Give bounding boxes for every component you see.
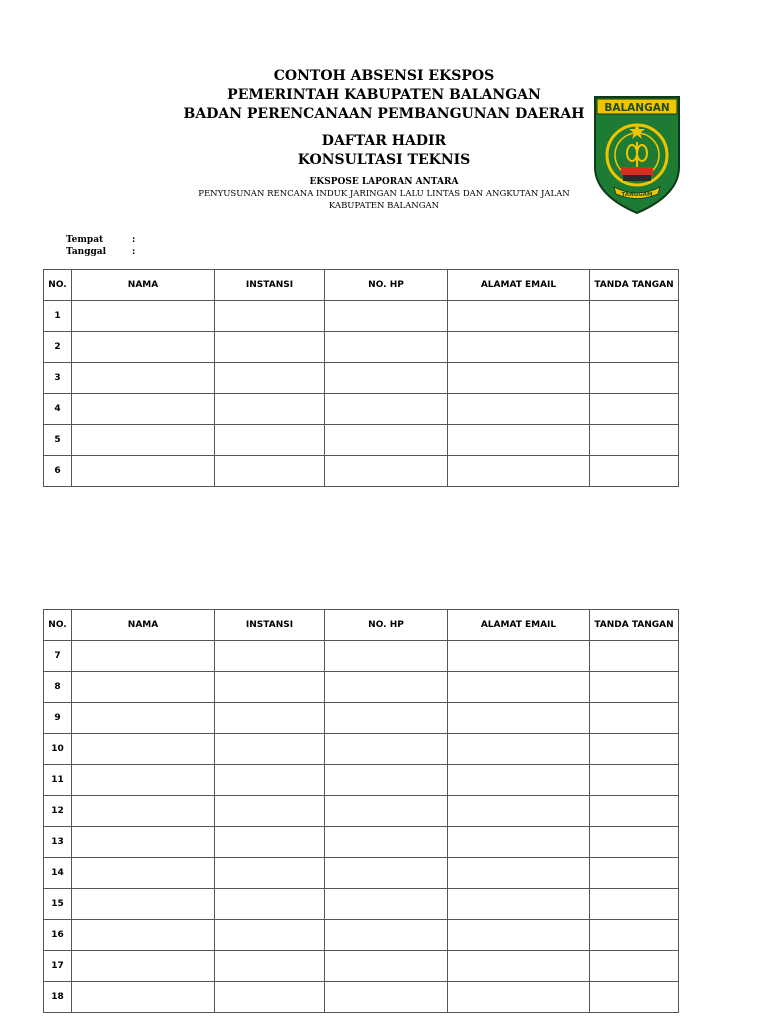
no-hp-cell bbox=[325, 641, 448, 672]
instansi-cell bbox=[215, 920, 325, 951]
nama-cell bbox=[72, 703, 215, 734]
col-header-tanda-tangan: TANDA TANGAN bbox=[590, 270, 679, 301]
instansi-cell bbox=[215, 363, 325, 394]
nama-cell bbox=[72, 920, 215, 951]
nama-cell bbox=[72, 858, 215, 889]
tanda-tangan-cell bbox=[590, 363, 679, 394]
no-hp-cell bbox=[325, 394, 448, 425]
alamat-email-cell bbox=[448, 641, 590, 672]
tanda-tangan-cell bbox=[590, 301, 679, 332]
project-location: KABUPATEN BALANGAN bbox=[328, 201, 440, 211]
no-hp-cell bbox=[325, 858, 448, 889]
alamat-email-cell bbox=[448, 982, 590, 1013]
alamat-email-cell bbox=[448, 765, 590, 796]
alamat-email-cell bbox=[448, 920, 590, 951]
no-hp-cell bbox=[325, 332, 448, 363]
no-hp-cell bbox=[325, 363, 448, 394]
nama-cell bbox=[72, 734, 215, 765]
row-number: 14 bbox=[44, 858, 72, 889]
table-row bbox=[44, 425, 679, 456]
instansi-cell bbox=[215, 889, 325, 920]
col-header-alamat-email: ALAMAT EMAIL bbox=[448, 610, 590, 641]
row-number: 6 bbox=[44, 456, 72, 487]
nama-cell bbox=[72, 394, 215, 425]
event-subtitle: EKSPOSE LAPORAN ANTARA bbox=[309, 177, 459, 187]
logo-bottom-text: TANGGAM bbox=[621, 192, 653, 198]
tanggal-label: Tanggal bbox=[66, 247, 107, 257]
alamat-email-cell bbox=[448, 858, 590, 889]
row-number: 5 bbox=[44, 425, 72, 456]
instansi-cell bbox=[215, 394, 325, 425]
table-row bbox=[44, 394, 679, 425]
table-row bbox=[44, 982, 679, 1013]
table-header-row bbox=[44, 270, 679, 301]
instansi-cell bbox=[215, 425, 325, 456]
tanda-tangan-cell bbox=[590, 641, 679, 672]
alamat-email-cell bbox=[448, 796, 590, 827]
nama-cell bbox=[72, 796, 215, 827]
no-hp-cell bbox=[325, 734, 448, 765]
instansi-cell bbox=[215, 672, 325, 703]
col-header-instansi: INSTANSI bbox=[215, 610, 325, 641]
nama-cell bbox=[72, 425, 215, 456]
table-row bbox=[44, 734, 679, 765]
balangan-emblem-icon bbox=[592, 95, 682, 215]
tanda-tangan-cell bbox=[590, 394, 679, 425]
instansi-cell bbox=[215, 827, 325, 858]
nama-cell bbox=[72, 672, 215, 703]
tanggal-value: : bbox=[132, 247, 136, 257]
table-row bbox=[44, 951, 679, 982]
row-number: 9 bbox=[44, 703, 72, 734]
nama-cell bbox=[72, 827, 215, 858]
row-number: 4 bbox=[44, 394, 72, 425]
alamat-email-cell bbox=[448, 363, 590, 394]
nama-cell bbox=[72, 765, 215, 796]
instansi-cell bbox=[215, 734, 325, 765]
table-header-row bbox=[44, 610, 679, 641]
instansi-cell bbox=[215, 765, 325, 796]
nama-cell bbox=[72, 951, 215, 982]
attendance-table-1 bbox=[43, 269, 679, 487]
table-row bbox=[44, 363, 679, 394]
tanda-tangan-cell bbox=[590, 796, 679, 827]
attendance-table-2 bbox=[43, 609, 679, 1013]
table-row bbox=[44, 332, 679, 363]
col-header-nama: NAMA bbox=[72, 610, 215, 641]
col-header-alamat-email: ALAMAT EMAIL bbox=[448, 270, 590, 301]
table-row bbox=[44, 827, 679, 858]
row-number: 16 bbox=[44, 920, 72, 951]
no-hp-cell bbox=[325, 827, 448, 858]
no-hp-cell bbox=[325, 889, 448, 920]
tempat-value: : bbox=[132, 235, 136, 245]
nama-cell bbox=[72, 332, 215, 363]
col-header-no: NO. bbox=[44, 270, 72, 301]
tanda-tangan-cell bbox=[590, 672, 679, 703]
col-header-no-hp: NO. HP bbox=[325, 270, 448, 301]
tanda-tangan-cell bbox=[590, 703, 679, 734]
instansi-cell bbox=[215, 332, 325, 363]
no-hp-cell bbox=[325, 456, 448, 487]
table-row bbox=[44, 641, 679, 672]
table-row bbox=[44, 703, 679, 734]
instansi-cell bbox=[215, 456, 325, 487]
alamat-email-cell bbox=[448, 672, 590, 703]
logo-top-text: BALANGAN bbox=[604, 102, 670, 114]
alamat-email-cell bbox=[448, 827, 590, 858]
tanda-tangan-cell bbox=[590, 332, 679, 363]
row-number: 18 bbox=[44, 982, 72, 1013]
row-number: 11 bbox=[44, 765, 72, 796]
instansi-cell bbox=[215, 301, 325, 332]
instansi-cell bbox=[215, 858, 325, 889]
project-title: PENYUSUNAN RENCANA INDUK JARINGAN LALU LINTAS DAN ANGKUTAN JALAN bbox=[198, 189, 570, 199]
tanda-tangan-cell bbox=[590, 765, 679, 796]
tanda-tangan-cell bbox=[590, 920, 679, 951]
instansi-cell bbox=[215, 951, 325, 982]
row-number: 13 bbox=[44, 827, 72, 858]
table-row bbox=[44, 920, 679, 951]
row-number: 12 bbox=[44, 796, 72, 827]
instansi-cell bbox=[215, 641, 325, 672]
col-header-nama: NAMA bbox=[72, 270, 215, 301]
tanda-tangan-cell bbox=[590, 889, 679, 920]
nama-cell bbox=[72, 363, 215, 394]
table-row bbox=[44, 765, 679, 796]
instansi-cell bbox=[215, 982, 325, 1013]
no-hp-cell bbox=[325, 425, 448, 456]
table-row bbox=[44, 672, 679, 703]
tempat-label: Tempat bbox=[66, 235, 104, 245]
government-name: PEMERINTAH KABUPATEN BALANGAN bbox=[227, 87, 541, 103]
tanda-tangan-cell bbox=[590, 425, 679, 456]
row-number: 7 bbox=[44, 641, 72, 672]
instansi-cell bbox=[215, 796, 325, 827]
event-title: KONSULTASI TEKNIS bbox=[297, 152, 471, 168]
no-hp-cell bbox=[325, 703, 448, 734]
alamat-email-cell bbox=[448, 425, 590, 456]
document-header bbox=[150, 67, 618, 212]
agency-name: BADAN PERENCANAAN PEMBANGUNAN DAERAH bbox=[183, 106, 585, 122]
col-header-no: NO. bbox=[44, 610, 72, 641]
col-header-no-hp: NO. HP bbox=[325, 610, 448, 641]
nama-cell bbox=[72, 889, 215, 920]
row-number: 17 bbox=[44, 951, 72, 982]
alamat-email-cell bbox=[448, 394, 590, 425]
tanda-tangan-cell bbox=[590, 951, 679, 982]
nama-cell bbox=[72, 641, 215, 672]
table-row bbox=[44, 858, 679, 889]
tanda-tangan-cell bbox=[590, 827, 679, 858]
no-hp-cell bbox=[325, 765, 448, 796]
event-meta bbox=[66, 234, 135, 258]
alamat-email-cell bbox=[448, 951, 590, 982]
alamat-email-cell bbox=[448, 332, 590, 363]
instansi-cell bbox=[215, 703, 325, 734]
alamat-email-cell bbox=[448, 301, 590, 332]
tanda-tangan-cell bbox=[590, 734, 679, 765]
no-hp-cell bbox=[325, 301, 448, 332]
row-number: 1 bbox=[44, 301, 72, 332]
row-number: 15 bbox=[44, 889, 72, 920]
no-hp-cell bbox=[325, 951, 448, 982]
col-header-instansi: INSTANSI bbox=[215, 270, 325, 301]
alamat-email-cell bbox=[448, 734, 590, 765]
no-hp-cell bbox=[325, 982, 448, 1013]
row-number: 2 bbox=[44, 332, 72, 363]
nama-cell bbox=[72, 982, 215, 1013]
table-row bbox=[44, 456, 679, 487]
tanda-tangan-cell bbox=[590, 982, 679, 1013]
no-hp-cell bbox=[325, 796, 448, 827]
doc-title: CONTOH ABSENSI EKSPOS bbox=[273, 68, 495, 84]
alamat-email-cell bbox=[448, 456, 590, 487]
table-row bbox=[44, 889, 679, 920]
list-title: DAFTAR HADIR bbox=[321, 133, 447, 149]
nama-cell bbox=[72, 456, 215, 487]
col-header-tanda-tangan: TANDA TANGAN bbox=[590, 610, 679, 641]
alamat-email-cell bbox=[448, 889, 590, 920]
tanda-tangan-cell bbox=[590, 858, 679, 889]
table-row bbox=[44, 301, 679, 332]
no-hp-cell bbox=[325, 672, 448, 703]
row-number: 3 bbox=[44, 363, 72, 394]
row-number: 8 bbox=[44, 672, 72, 703]
row-number: 10 bbox=[44, 734, 72, 765]
tanda-tangan-cell bbox=[590, 456, 679, 487]
table-row bbox=[44, 796, 679, 827]
no-hp-cell bbox=[325, 920, 448, 951]
alamat-email-cell bbox=[448, 703, 590, 734]
nama-cell bbox=[72, 301, 215, 332]
